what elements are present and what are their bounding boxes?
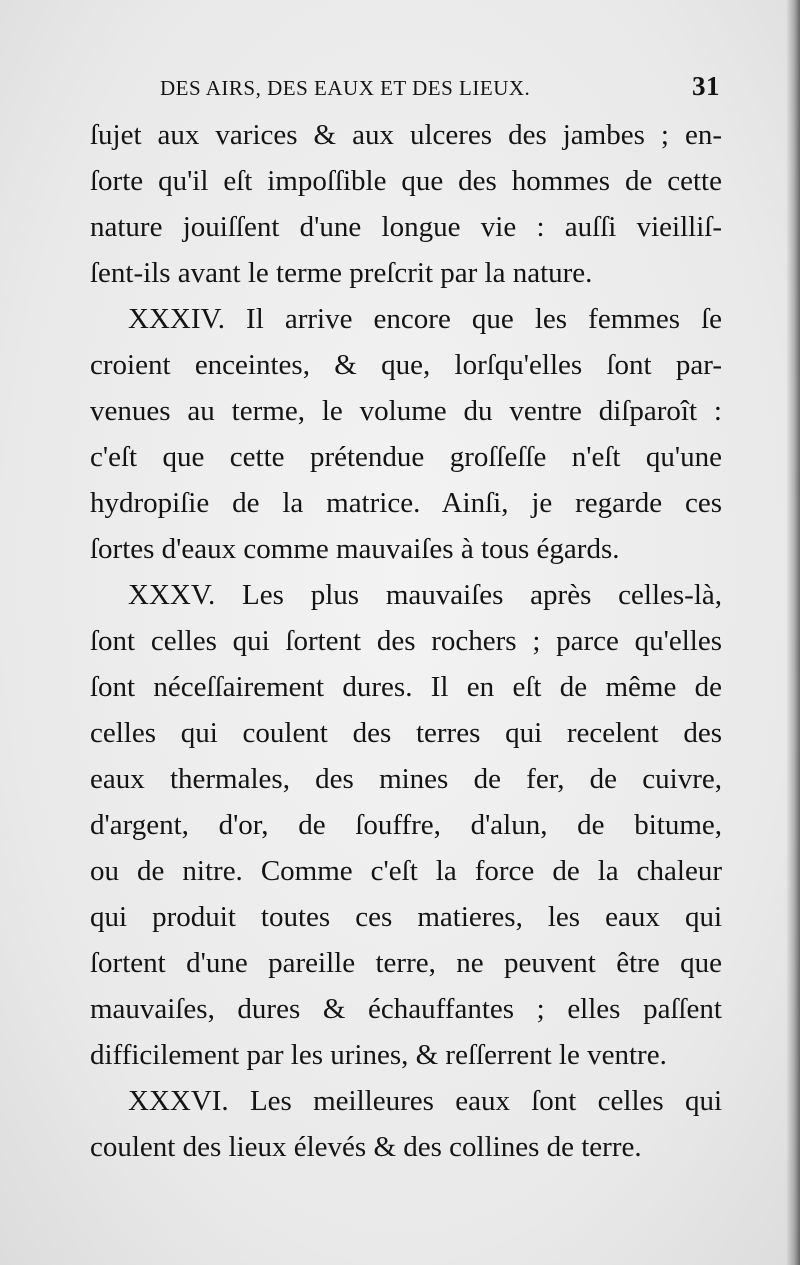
page-number: 31	[692, 71, 720, 101]
text-line: difficilement par les urines, & reſſerrent le ventre.	[90, 1039, 667, 1071]
text-line: croient enceintes, & que, lorſqu'elles ſont par-	[90, 349, 722, 381]
text-line: ſortes d'eaux comme mauvaiſes à tous égards.	[90, 533, 620, 565]
text-line: celles qui coulent des terres qui recelent des	[90, 717, 722, 749]
text-line: ſortent d'une pareille terre, ne peuvent être que	[90, 947, 722, 979]
text-line: ſorte qu'il eſt impoſſible que des hommes de cette	[90, 165, 722, 197]
text-line: eaux thermales, des mines de fer, de cuivre,	[90, 763, 722, 795]
text-line: ſont néceſſairement dures. Il en eſt de même de	[90, 671, 722, 703]
text-line: coulent des lieux élevés & des collines de terre.	[90, 1131, 642, 1163]
text-line: nature jouiſſent d'une longue vie : auſſi vieilliſ-	[90, 211, 722, 243]
text-line: c'eſt que cette prétendue groſſeſſe n'eſt qu'une	[90, 441, 722, 473]
text-line: XXXV. Les plus mauvaiſes après celles-là,	[128, 579, 722, 611]
text-line: mauvaiſes, dures & échauffantes ; elles paſſent	[90, 993, 722, 1025]
running-title: DES AIRS, DES EAUX ET DES LIEUX.	[160, 76, 531, 100]
running-header	[160, 72, 720, 104]
text-line: hydropiſie de la matrice. Ainſi, je regarde ces	[90, 487, 722, 519]
text-line: ſont celles qui ſortent des rochers ; parce qu'elles	[90, 625, 722, 657]
text-line: ou de nitre. Comme c'eſt la force de la chaleur	[90, 855, 722, 887]
text-line: ſujet aux varices & aux ulceres des jambes ; en-	[90, 119, 722, 151]
text-line: XXXIV. Il arrive encore que les femmes ſe	[128, 303, 722, 335]
text-line: XXXVI. Les meilleures eaux ſont celles qui	[128, 1085, 722, 1117]
text-line: d'argent, d'or, de ſouffre, d'alun, de bitume,	[90, 809, 722, 841]
text-line: venues au terme, le volume du ventre diſparoît :	[90, 395, 722, 427]
text-line: ſent-ils avant le terme preſcrit par la nature.	[90, 257, 593, 289]
body-text	[90, 112, 722, 1170]
page-edge-shadow	[786, 0, 800, 1265]
text-line: qui produit toutes ces matieres, les eaux qui	[90, 901, 722, 933]
